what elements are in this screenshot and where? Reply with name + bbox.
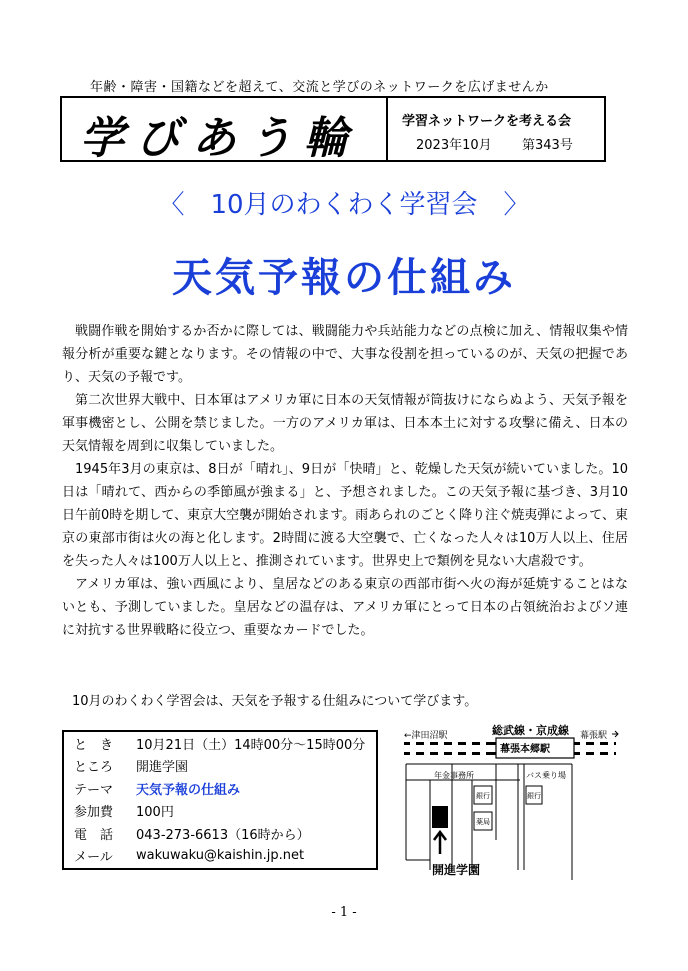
map-left-direction: ←津田沼駅	[404, 731, 448, 741]
info-value[interactable]: wakuwaku@kaishin.jp.net	[136, 848, 305, 864]
masthead-divider	[386, 98, 388, 160]
info-value: 10月21日（土）14時00分～15時00分	[136, 737, 366, 753]
info-value: 天気予報の仕組み	[136, 782, 241, 798]
info-label: 参加費	[74, 805, 114, 821]
paragraph: 戦闘作戦を開始するか否かに際しては、戦闘能力や兵站能力などの点検に加え、情報収集や情報分析が重要な鍵となります。その情報の中で、大事な役割を担っているのが、天気の把握であり、天気の予報です。	[62, 324, 628, 385]
map-bank: 銀行	[476, 792, 490, 800]
newsletter-title: 学びあう輪	[80, 113, 360, 164]
map-pharmacy: 薬局	[476, 818, 490, 826]
info-label: 電 話	[74, 827, 114, 843]
paragraph: 1945年3月の東京は、8日が「晴れ」、9日が「快晴」と、乾燥した天気が続いていました。10日は「晴れて、西からの季節風が強まる」と、予想されました。この天気予報に基づき、3月10日午前0時を期して、東京大空襲が開始されます。雨あられのごとく降り注ぐ焼夷弾によって、東京の東部市街は火の海と化します。2時間に渡る大空襲で、亡くなった人々は10万人以上、住居を失った人々は100万人以上と、推測されています。世界史上で類例を見ない大虐殺です。	[62, 462, 628, 569]
info-label: ところ	[74, 760, 114, 776]
masthead	[60, 96, 606, 162]
info-value: 100円	[136, 805, 174, 821]
info-label: と き	[74, 737, 114, 753]
article-body	[62, 320, 628, 642]
info-row-theme	[64, 777, 376, 800]
access-map	[400, 720, 620, 880]
issue-number: 第343号	[522, 138, 573, 153]
map-pension-office: 年金事務所	[434, 771, 474, 780]
arrow-up-icon	[434, 832, 446, 854]
main-title: 天気予報の仕組み	[172, 255, 516, 301]
issue-date: 2023年10月	[416, 138, 492, 153]
info-value: 043-273-6613（16時から）	[136, 827, 310, 843]
info-row-fee	[64, 800, 376, 823]
event-intro: 10月のわくわく学習会は、天気を予報する仕組みについて学びます。	[72, 694, 478, 709]
tagline: 年齢・障害・国籍などを超えて、交流と学びのネットワークを広げませんか	[90, 80, 549, 95]
info-row-phone	[64, 822, 376, 845]
map-bank: 銀行	[527, 792, 541, 800]
info-label: メール	[74, 850, 113, 866]
school-building	[432, 806, 448, 828]
info-row-date	[64, 732, 376, 755]
arrow-right-icon	[612, 731, 618, 737]
info-value: 開進学園	[136, 760, 189, 776]
info-row-place	[64, 755, 376, 778]
event-subtitle: 〈 10月のわくわく学習会 〉	[158, 190, 530, 220]
paragraph: 第二次世界大戦中、日本軍はアメリカ軍に日本の天気情報が筒抜けにならぬよう、天気予報を軍事機密とし、公開を禁じました。一方のアメリカ軍は、日本本土に対する攻撃に備え、日本の天気情報を周到に収集していました。	[62, 393, 628, 454]
map-bus-stop: バス乗り場	[526, 771, 566, 780]
info-label: テーマ	[74, 782, 114, 798]
map-right-direction: 幕張駅	[580, 731, 608, 741]
paragraph: アメリカ軍は、強い西風により、皇居などのある東京の西部市街へ火の海が延焼することはないとも、予測していました。皇居などの温存は、アメリカ軍にとって日本の占領統治およびソ連に対抗する世界戦略に役立つ、重要なカードでした。	[62, 577, 628, 638]
map-line-name: 総武線・京成線	[492, 724, 569, 737]
map-school: 開進学園	[432, 863, 481, 877]
station-name: 幕張本郷駅	[500, 744, 550, 755]
page-number: - 1 -	[331, 905, 357, 920]
organization-name: 学習ネットワークを考える会	[402, 114, 572, 129]
event-info-table	[62, 730, 378, 870]
info-row-email	[64, 845, 376, 868]
